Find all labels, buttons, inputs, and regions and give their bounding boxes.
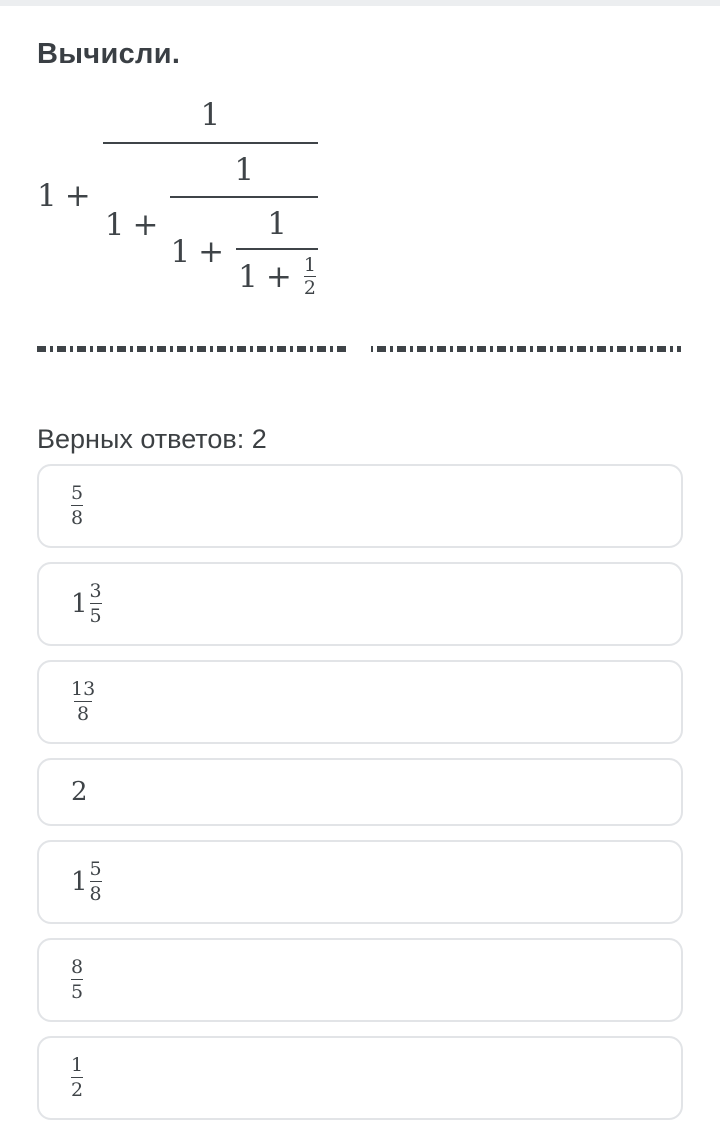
option-fraction (90, 858, 102, 906)
option-fraction (71, 678, 95, 726)
fraction-denominator: 8 (71, 507, 84, 529)
fraction-numerator: 5 (71, 482, 84, 504)
option-fraction (71, 482, 83, 530)
fraction-level-3 (236, 204, 318, 299)
fraction-denominator: 5 (71, 981, 84, 1003)
fraction-numerator: 1 (234, 152, 255, 188)
answer-option-4[interactable] (37, 758, 683, 826)
fraction-denominator: 2 (71, 1079, 84, 1101)
correct-answers-count: Верных ответов: 2 (37, 424, 267, 454)
fraction-numerator: 1 (71, 1054, 84, 1076)
fraction-numerator: 1 (303, 254, 316, 276)
expr-one: 1 (238, 258, 258, 295)
fraction-numerator: 3 (89, 580, 102, 602)
page-title: Вычисли. (37, 38, 181, 70)
option-fraction (90, 580, 102, 628)
expr-one: 1 (170, 233, 191, 270)
expr-one: 1 (37, 177, 57, 214)
answer-option-2[interactable] (37, 562, 683, 646)
expr-plus: + (64, 177, 91, 214)
fraction-numerator: 1 (200, 97, 221, 133)
fraction-denominator: 5 (89, 605, 102, 627)
fraction-level-1 (103, 92, 318, 299)
fraction-numerator: 1 (267, 206, 287, 242)
fraction-denominator: 8 (74, 701, 92, 726)
expr-plus: + (265, 258, 292, 295)
fraction-denominator: 2 (303, 277, 316, 299)
option-whole-part: 1 (71, 867, 88, 897)
top-bar (0, 0, 720, 6)
fraction-numerator: 8 (71, 956, 84, 978)
option-whole-part: 1 (71, 589, 88, 619)
expr-plus: + (132, 206, 159, 243)
option-fraction (71, 1054, 83, 1102)
fraction-denominator: 8 (89, 883, 102, 905)
option-fraction (71, 956, 83, 1004)
answer-option-7[interactable] (37, 1036, 683, 1120)
answer-option-1[interactable] (37, 464, 683, 548)
fraction-half (304, 254, 316, 299)
answer-options (37, 464, 683, 1134)
answer-option-5[interactable] (37, 840, 683, 924)
option-value: 2 (71, 777, 88, 807)
answer-option-3[interactable] (37, 660, 683, 744)
obscured-text-line (37, 346, 681, 352)
math-expression (37, 92, 318, 299)
expr-plus: + (198, 233, 225, 270)
expr-one: 1 (104, 206, 125, 243)
fraction-level-2 (170, 150, 318, 299)
answer-option-6[interactable] (37, 938, 683, 1022)
fraction-numerator: 13 (71, 678, 96, 700)
fraction-numerator: 5 (89, 858, 102, 880)
